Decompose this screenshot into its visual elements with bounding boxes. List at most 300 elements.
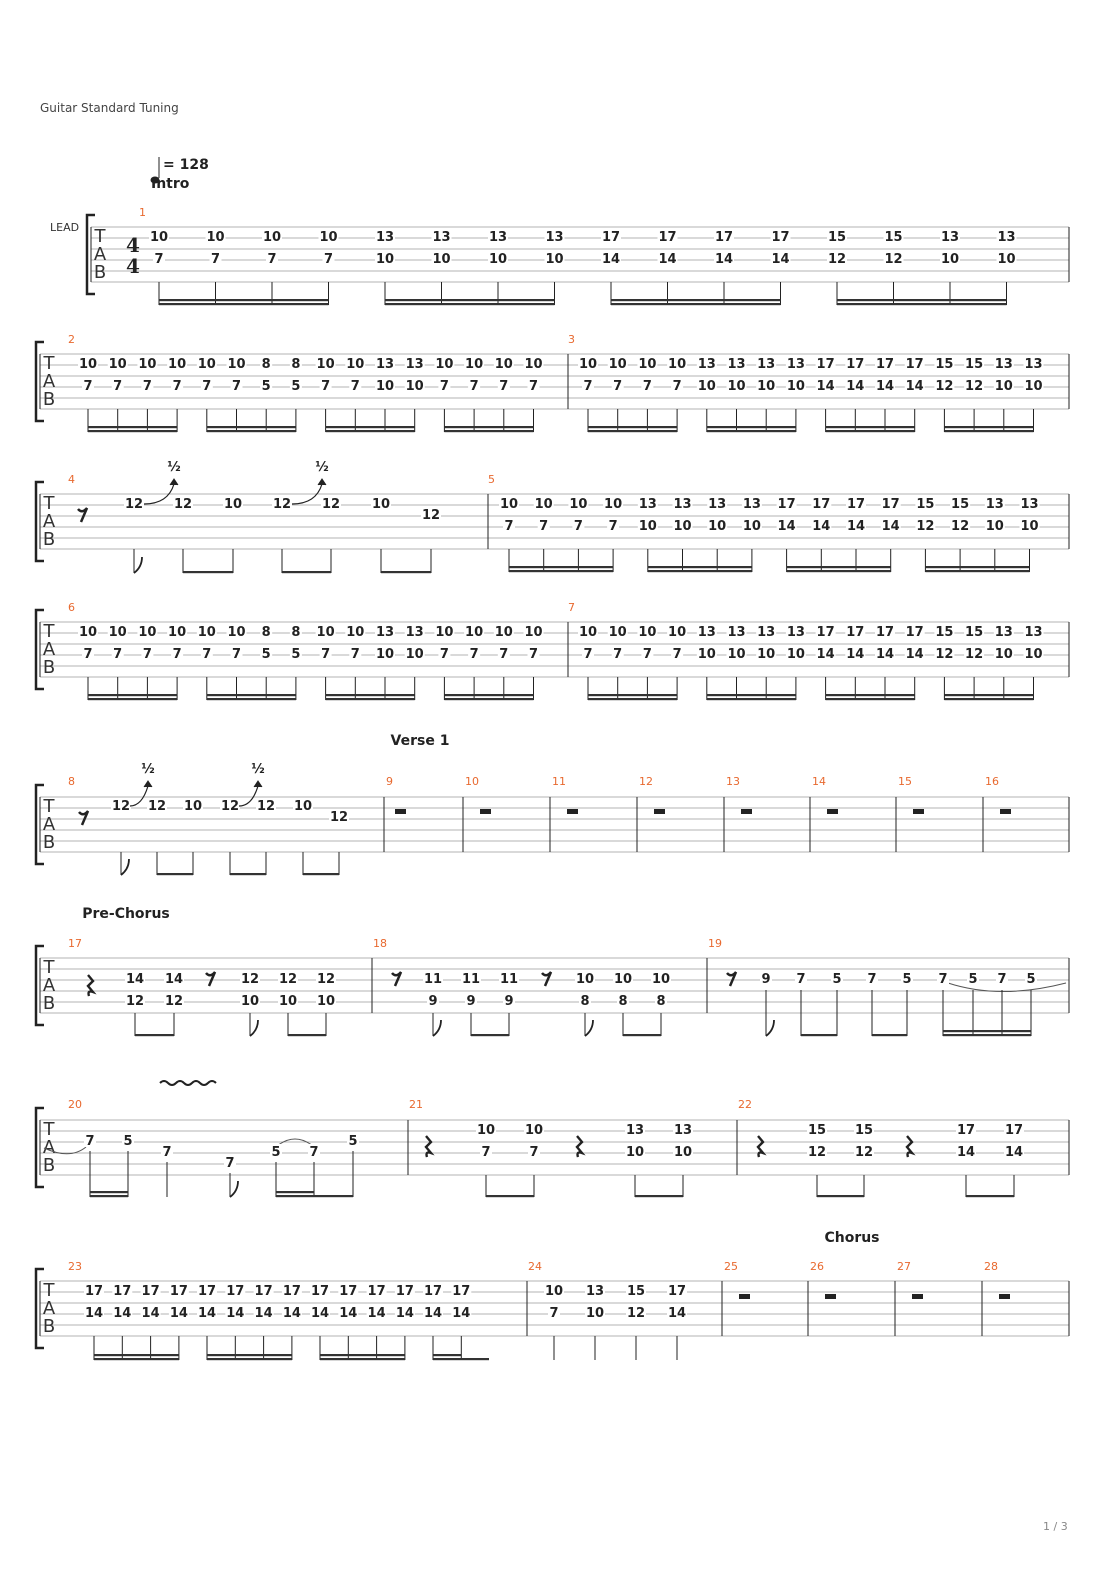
fret-number: 13 xyxy=(432,230,451,245)
fret-number: 7 xyxy=(481,1145,491,1160)
fret-number: 10 xyxy=(668,625,687,640)
beam xyxy=(159,299,329,301)
beam xyxy=(588,698,677,700)
fret-number: 14 xyxy=(423,1306,443,1321)
half-rest xyxy=(912,1294,923,1299)
beam xyxy=(611,299,781,301)
fret-number: 10 xyxy=(375,252,395,267)
fret-number: 12 xyxy=(111,799,131,814)
fret-number: 12 xyxy=(164,994,184,1009)
fret-number: 10 xyxy=(78,357,98,372)
note-flag xyxy=(585,1020,593,1036)
fret-number: 10 xyxy=(168,625,187,640)
beam xyxy=(707,694,796,696)
fret-number: 5 xyxy=(968,972,978,987)
fret-number: 10 xyxy=(604,497,623,512)
fret-number: 7 xyxy=(573,519,583,534)
fret-number: 15 xyxy=(916,497,935,512)
beam xyxy=(486,1195,534,1197)
fret-number: 8 xyxy=(261,357,271,372)
fret-number: 17 xyxy=(846,497,866,512)
section-label: Pre-Chorus xyxy=(82,906,170,922)
tab-clef-letter: B xyxy=(93,262,107,283)
fret-number: 7 xyxy=(172,379,182,394)
fret-number: 10 xyxy=(316,994,336,1009)
measure-number: 10 xyxy=(465,775,479,788)
half-rest xyxy=(480,809,491,814)
measure-number: 20 xyxy=(68,1098,82,1111)
fret-number: 17 xyxy=(226,1284,245,1299)
fret-number: 14 xyxy=(226,1306,245,1321)
fret-number: 15 xyxy=(807,1123,827,1138)
beam xyxy=(207,1354,292,1356)
beam xyxy=(925,570,1029,572)
fret-number: 13 xyxy=(625,1123,645,1138)
fret-number: 14 xyxy=(169,1306,188,1321)
fret-number: 14 xyxy=(816,379,835,394)
tab-clef-letter: A xyxy=(42,1298,56,1319)
fret-number: 15 xyxy=(935,357,954,372)
beam xyxy=(183,571,233,573)
tab-clef-letter: A xyxy=(42,639,56,660)
fret-number: 7 xyxy=(231,647,242,662)
measure-number: 4 xyxy=(68,473,75,486)
beam xyxy=(509,570,613,572)
beam xyxy=(707,698,796,700)
tab-clef-letter: A xyxy=(42,371,56,392)
fret-number: 15 xyxy=(951,497,970,512)
fret-number: 9 xyxy=(428,994,438,1009)
fret-number: 10 xyxy=(708,519,727,534)
fret-number: 10 xyxy=(371,497,391,512)
bend-arrowhead xyxy=(254,781,262,787)
fret-number: 17 xyxy=(84,1284,104,1299)
fret-number: 14 xyxy=(846,519,866,534)
fret-number: 14 xyxy=(875,379,895,394)
fret-number: 14 xyxy=(846,379,865,394)
fret-number: 10 xyxy=(524,1123,544,1138)
fret-number: 15 xyxy=(884,230,903,245)
fret-number: 7 xyxy=(142,379,152,394)
beam xyxy=(787,566,891,568)
beam xyxy=(826,426,915,428)
measure-number: 21 xyxy=(409,1098,423,1111)
tab-clef-letter: A xyxy=(42,814,56,835)
fret-number: 10 xyxy=(673,519,692,534)
beam xyxy=(207,426,296,428)
fret-number: 7 xyxy=(608,519,618,534)
beam xyxy=(471,1034,509,1036)
fret-number: 5 xyxy=(832,972,842,987)
fret-number: 8 xyxy=(261,625,271,640)
fret-number: 10 xyxy=(432,252,451,267)
fret-number: 10 xyxy=(435,625,454,640)
fret-number: 10 xyxy=(727,379,746,394)
fret-number: 7 xyxy=(796,972,806,987)
fret-number: 10 xyxy=(757,647,776,662)
measure-number: 14 xyxy=(812,775,826,788)
fret-number: 17 xyxy=(310,1284,330,1299)
note-flag xyxy=(230,1181,238,1197)
fret-number: 7 xyxy=(202,647,212,662)
tab-clef-letter: A xyxy=(93,244,107,265)
fret-number: 10 xyxy=(534,497,553,512)
fret-number: 10 xyxy=(544,1284,564,1299)
fret-number: 13 xyxy=(697,357,716,372)
measure-number: 18 xyxy=(373,937,387,950)
fret-number: 14 xyxy=(601,252,621,267)
beam xyxy=(444,694,533,696)
beam xyxy=(826,698,915,700)
fret-number: 14 xyxy=(905,379,924,394)
fret-number: 15 xyxy=(827,230,847,245)
fret-number: 10 xyxy=(494,357,513,372)
tab-clef-letter: T xyxy=(43,353,55,374)
fret-number: 15 xyxy=(854,1123,874,1138)
fret-number: 10 xyxy=(578,625,598,640)
measure-number: 19 xyxy=(708,937,722,950)
fret-number: 5 xyxy=(261,379,271,394)
fret-number: 17 xyxy=(667,1284,687,1299)
measure-number: 9 xyxy=(386,775,393,788)
beam xyxy=(509,566,613,568)
beam xyxy=(320,1358,405,1360)
fret-number: 10 xyxy=(786,379,805,394)
fret-number: 14 xyxy=(812,519,831,534)
fret-number: 10 xyxy=(1024,647,1043,662)
half-rest xyxy=(741,809,752,814)
measure-number: 11 xyxy=(552,775,566,788)
fret-number: 7 xyxy=(613,647,623,662)
fret-number: 10 xyxy=(346,357,365,372)
fret-number: 10 xyxy=(488,252,508,267)
fret-number: 17 xyxy=(423,1284,443,1299)
fret-number: 12 xyxy=(124,497,144,512)
measure-number: 25 xyxy=(724,1260,738,1273)
tab-clef-letter: T xyxy=(43,796,55,817)
fret-number: 17 xyxy=(777,497,796,512)
tab-clef-letter: A xyxy=(42,975,56,996)
fret-number: 10 xyxy=(651,972,671,987)
fret-number: 13 xyxy=(786,625,805,640)
vibrato-mark xyxy=(160,1081,216,1085)
fret-number: 12 xyxy=(329,810,349,825)
fret-number: 14 xyxy=(771,252,790,267)
fret-number: 10 xyxy=(608,357,627,372)
fret-number: 5 xyxy=(1026,972,1036,987)
quarter-rest xyxy=(426,1136,431,1157)
fret-number: 7 xyxy=(142,647,152,662)
half-rest xyxy=(913,809,924,814)
quarter-rest xyxy=(758,1136,763,1157)
beam xyxy=(94,1354,179,1356)
fret-number: 13 xyxy=(727,625,746,640)
fret-number: 7 xyxy=(225,1156,235,1171)
fret-number: 17 xyxy=(816,357,835,372)
fret-number: 7 xyxy=(350,379,360,394)
measure-number: 12 xyxy=(639,775,653,788)
measure-number: 22 xyxy=(738,1098,752,1111)
fret-number: 10 xyxy=(524,357,543,372)
beam xyxy=(282,571,331,573)
fret-number: 17 xyxy=(395,1284,414,1299)
fret-number: 10 xyxy=(638,357,657,372)
fret-number: 15 xyxy=(965,357,984,372)
fret-number: 12 xyxy=(220,799,240,814)
bend-amount: ½ xyxy=(167,460,181,475)
fret-number: 10 xyxy=(742,519,761,534)
eighth-rest xyxy=(206,972,215,986)
beam xyxy=(385,299,555,301)
fret-number: 10 xyxy=(994,379,1013,394)
fret-number: 7 xyxy=(83,647,93,662)
fret-number: 12 xyxy=(965,379,984,394)
page-number: 1 / 3 xyxy=(1043,1520,1068,1533)
beam xyxy=(444,698,533,700)
note-flag xyxy=(121,859,129,875)
fret-number: 7 xyxy=(469,379,479,394)
note-flag xyxy=(433,1020,441,1036)
fret-number: 10 xyxy=(149,230,169,245)
fret-number: 7 xyxy=(439,647,449,662)
beam xyxy=(943,1034,1031,1036)
fret-number: 7 xyxy=(583,379,593,394)
beam xyxy=(966,1195,1014,1197)
fret-number: 17 xyxy=(905,625,924,640)
fret-number: 10 xyxy=(375,379,395,394)
fret-number: 10 xyxy=(578,357,598,372)
half-rest xyxy=(395,809,406,814)
bend-curve xyxy=(130,786,148,806)
fret-number: 10 xyxy=(786,647,805,662)
measure-number: 3 xyxy=(568,333,575,346)
fret-number: 14 xyxy=(816,647,835,662)
fret-number: 13 xyxy=(375,357,395,372)
note-flag xyxy=(766,1020,774,1036)
beam xyxy=(588,426,677,428)
fret-number: 10 xyxy=(499,497,519,512)
fret-number: 10 xyxy=(197,625,216,640)
tab-clef-letter: B xyxy=(42,657,56,678)
beam xyxy=(588,694,677,696)
fret-number: 14 xyxy=(905,647,924,662)
beam xyxy=(588,430,677,432)
fret-number: 13 xyxy=(1024,625,1043,640)
fret-number: 12 xyxy=(278,972,298,987)
tab-clef-letter: B xyxy=(42,529,56,550)
beam xyxy=(90,1195,128,1197)
fret-number: 10 xyxy=(223,497,243,512)
measure-number: 13 xyxy=(726,775,740,788)
beam xyxy=(230,873,266,875)
measure-number: 2 xyxy=(68,333,75,346)
fret-number: 12 xyxy=(272,497,292,512)
fret-number: 9 xyxy=(761,972,771,987)
fret-number: 17 xyxy=(169,1284,188,1299)
fret-number: 10 xyxy=(319,230,338,245)
fret-number: 12 xyxy=(173,497,193,512)
beam xyxy=(787,570,891,572)
eighth-rest xyxy=(79,811,88,825)
beam xyxy=(944,426,1033,428)
bend-arrowhead xyxy=(144,781,152,787)
beam xyxy=(611,303,781,305)
tab-clef-letter: T xyxy=(43,493,55,514)
fret-number: 7 xyxy=(113,379,123,394)
beam xyxy=(925,566,1029,568)
beam xyxy=(826,430,915,432)
fret-number: 13 xyxy=(1024,357,1043,372)
fret-number: 10 xyxy=(638,625,657,640)
fret-number: 7 xyxy=(499,647,509,662)
fret-number: 7 xyxy=(672,647,682,662)
time-sig-bottom: 4 xyxy=(126,254,140,278)
fret-number: 14 xyxy=(282,1306,301,1321)
fret-number: 10 xyxy=(278,994,298,1009)
beam xyxy=(707,426,796,428)
fret-number: 17 xyxy=(339,1284,358,1299)
fret-number: 8 xyxy=(291,357,301,372)
fret-number: 14 xyxy=(310,1306,330,1321)
fret-number: 12 xyxy=(854,1145,874,1160)
fret-number: 7 xyxy=(350,647,360,662)
bend-amount: ½ xyxy=(251,762,265,777)
fret-number: 10 xyxy=(240,994,260,1009)
fret-number: 13 xyxy=(585,1284,605,1299)
time-sig-top: 4 xyxy=(126,233,140,257)
fret-number: 7 xyxy=(938,972,948,987)
measure-number: 5 xyxy=(488,473,495,486)
fret-number: 17 xyxy=(367,1284,386,1299)
fret-number: 13 xyxy=(742,497,761,512)
fret-number: 17 xyxy=(816,625,835,640)
fret-number: 13 xyxy=(757,625,776,640)
fret-number: 12 xyxy=(951,519,970,534)
fret-number: 12 xyxy=(827,252,847,267)
fret-number: 9 xyxy=(504,994,514,1009)
beam xyxy=(944,694,1033,696)
fret-number: 10 xyxy=(545,252,564,267)
tab-clef-letter: T xyxy=(94,226,106,247)
measure-number: 24 xyxy=(528,1260,542,1273)
beam xyxy=(303,873,339,875)
fret-number: 10 xyxy=(138,625,157,640)
beam xyxy=(288,1034,326,1036)
measure-number: 27 xyxy=(897,1260,911,1273)
quarter-rest xyxy=(907,1136,912,1157)
fret-number: 14 xyxy=(875,647,895,662)
fret-number: 14 xyxy=(339,1306,358,1321)
fret-number: 17 xyxy=(113,1284,132,1299)
half-rest xyxy=(827,809,838,814)
fret-number: 14 xyxy=(84,1306,104,1321)
fret-number: 10 xyxy=(206,230,225,245)
fret-number: 17 xyxy=(714,230,734,245)
measure-number: 26 xyxy=(810,1260,824,1273)
fret-number: 17 xyxy=(881,497,900,512)
fret-number: 10 xyxy=(197,357,216,372)
fret-number: 10 xyxy=(985,519,1004,534)
section-label: Chorus xyxy=(824,1230,880,1246)
fret-number: 13 xyxy=(673,1123,693,1138)
fret-number: 13 xyxy=(994,357,1013,372)
fret-number: 12 xyxy=(916,519,935,534)
fret-number: 5 xyxy=(271,1145,281,1160)
bend-amount: ½ xyxy=(141,762,155,777)
fret-number: 10 xyxy=(1024,379,1043,394)
fret-number: 9 xyxy=(466,994,476,1009)
beam xyxy=(837,299,1007,301)
fret-number: 7 xyxy=(85,1134,95,1149)
bend-curve xyxy=(239,786,258,806)
eighth-rest xyxy=(542,972,551,986)
beam xyxy=(648,570,752,572)
tab-clef-letter: T xyxy=(43,621,55,642)
tuning-label: Guitar Standard Tuning xyxy=(40,101,179,115)
beam xyxy=(326,430,415,432)
quarter-rest xyxy=(88,975,93,996)
measure-number: 15 xyxy=(898,775,912,788)
half-rest xyxy=(739,1294,750,1299)
fret-number: 7 xyxy=(323,252,334,267)
beam xyxy=(88,430,177,432)
fret-number: 14 xyxy=(714,252,734,267)
fret-number: 17 xyxy=(846,357,865,372)
beam xyxy=(326,694,415,696)
fret-number: 5 xyxy=(902,972,912,987)
fret-number: 10 xyxy=(997,252,1016,267)
fret-number: 14 xyxy=(452,1306,471,1321)
beam xyxy=(381,571,431,573)
fret-number: 13 xyxy=(786,357,805,372)
fret-number: 14 xyxy=(164,972,184,987)
fret-number: 10 xyxy=(613,972,633,987)
beam xyxy=(385,303,555,305)
fret-number: 17 xyxy=(812,497,831,512)
measure-number: 7 xyxy=(568,601,575,614)
fret-number: 10 xyxy=(405,379,424,394)
fret-number: 10 xyxy=(668,357,687,372)
fret-number: 10 xyxy=(375,647,395,662)
fret-number: 7 xyxy=(528,379,539,394)
fret-number: 7 xyxy=(321,647,331,662)
fret-number: 10 xyxy=(435,357,454,372)
fret-number: 10 xyxy=(575,972,595,987)
tab-clef-letter: A xyxy=(42,1137,56,1158)
fret-number: 5 xyxy=(348,1134,358,1149)
measure-number: 28 xyxy=(984,1260,998,1273)
fret-number: 8 xyxy=(618,994,628,1009)
beam xyxy=(444,430,533,432)
eighth-rest xyxy=(78,508,87,522)
half-rest xyxy=(999,1294,1010,1299)
fret-number: 14 xyxy=(141,1306,160,1321)
beam xyxy=(94,1358,179,1360)
fret-number: 12 xyxy=(807,1145,827,1160)
fret-number: 10 xyxy=(757,379,776,394)
beam xyxy=(635,1195,683,1197)
fret-number: 7 xyxy=(154,252,164,267)
tab-clef-letter: B xyxy=(42,993,56,1014)
beam xyxy=(944,430,1033,432)
measure-number: 16 xyxy=(985,775,999,788)
beam xyxy=(207,430,296,432)
fret-number: 10 xyxy=(227,625,246,640)
measure-number: 6 xyxy=(68,601,75,614)
fret-number: 15 xyxy=(626,1284,646,1299)
fret-number: 7 xyxy=(613,379,623,394)
fret-number: 10 xyxy=(940,252,960,267)
